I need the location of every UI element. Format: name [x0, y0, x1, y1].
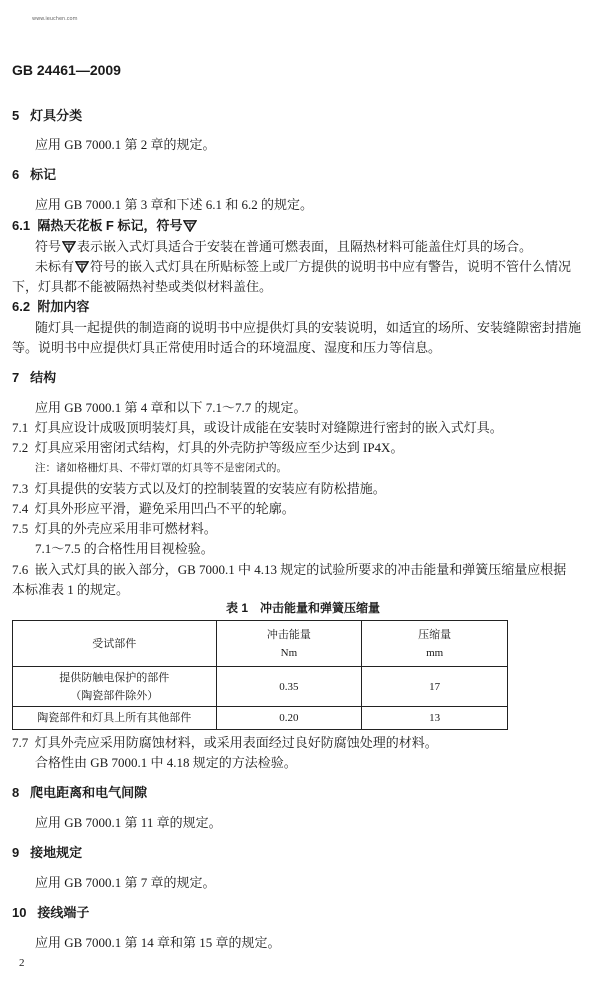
- section-title: 灯具分类: [30, 108, 83, 123]
- clause-7-1: [12, 420, 503, 436]
- clause-7-6: [12, 562, 566, 578]
- clause-7-2: [12, 440, 403, 456]
- section-title: 爬电距离和电气间隙: [30, 785, 148, 800]
- section-title: 接线端子: [37, 905, 90, 920]
- section-title: 附加内容: [37, 299, 90, 314]
- energy-cell: 0.35: [216, 667, 362, 707]
- clause-text: 灯具提供的安装方式以及灯的控制装置的安装应有防松措施。: [34, 481, 386, 496]
- section-5-heading: [12, 108, 82, 124]
- clause-7-2-note: 注：诸如格栅灯具、不带灯罩的灯具等不是密闭式的。: [35, 463, 287, 474]
- thermal-insulation-f-symbol-icon: [183, 219, 197, 232]
- header-cell: 受试部件: [13, 621, 217, 667]
- clause-7-5-check: 7.1～7.5 的合格性用目视检验。: [35, 541, 214, 556]
- table-header-row: [13, 621, 508, 667]
- section-9-body: 应用 GB 7000.1 第 7 章的规定。: [35, 875, 216, 890]
- thermal-insulation-f-symbol-icon: [62, 240, 76, 253]
- section-8-heading: [12, 785, 147, 801]
- section-6-heading: [12, 167, 56, 183]
- impact-energy-table: [12, 620, 508, 730]
- section-title: 接地规定: [30, 845, 83, 860]
- header-label: 压缩量: [418, 628, 452, 641]
- clause-7-4: [12, 501, 295, 517]
- energy-cell: 0.20: [216, 707, 362, 730]
- compression-cell: 17: [362, 667, 508, 707]
- clause-number: 7.6: [12, 562, 29, 577]
- clause-text: 灯具应采用密闭式结构，灯具的外壳防护等级应至少达到 IP4X。: [34, 440, 404, 455]
- table-row: [13, 667, 508, 707]
- clause-7-7-check: 合格性由 GB 7000.1 中 4.18 规定的方法检验。: [35, 755, 297, 770]
- section-number: 5: [12, 108, 20, 123]
- section-6-1-para-2: [35, 259, 571, 275]
- section-6-2-heading: [12, 299, 89, 315]
- clause-number: 7.7: [12, 735, 29, 750]
- clause-number: 7.2: [12, 440, 29, 455]
- clause-number: 7.5: [12, 521, 29, 536]
- compression-cell: 13: [362, 707, 508, 730]
- clause-text: 灯具外形应平滑，避免采用凹凸不平的轮廓。: [34, 501, 295, 516]
- section-8-body: 应用 GB 7000.1 第 11 章的规定。: [35, 815, 222, 830]
- section-9-heading: [12, 845, 82, 861]
- section-number: 7: [12, 370, 20, 385]
- table-row: [13, 707, 508, 730]
- header-unit: mm: [426, 646, 444, 659]
- section-number: 9: [12, 845, 20, 860]
- text: 符号: [35, 239, 62, 254]
- clause-text: 灯具外壳应采用防腐蚀材料，或采用表面经过良好防腐蚀处理的材料。: [34, 735, 438, 750]
- clause-text: 灯具的外壳应采用非可燃材料。: [34, 521, 217, 536]
- header-unit: Nm: [280, 646, 298, 659]
- part-label: 提供防触电保护的部件: [59, 671, 170, 684]
- text: 未标有: [35, 259, 75, 274]
- part-label-note: （陶瓷部件除外）: [70, 689, 159, 702]
- section-6-1-para-2-cont: 下，灯具都不能被隔热衬垫或类似材料盖住。: [12, 279, 273, 294]
- text: 表示嵌入式灯具适合于安装在普通可燃表面，且隔热材料可能盖住灯具的场合。: [77, 239, 533, 254]
- section-6-2-para-cont: 等。说明书中应提供灯具正常使用时适合的环境温度、湿度和压力等信息。: [12, 340, 442, 355]
- clause-7-7: [12, 735, 438, 751]
- part-cell: [13, 667, 217, 707]
- clause-7-5: [12, 521, 217, 537]
- part-cell: 陶瓷部件和灯具上所有其他部件: [13, 707, 217, 730]
- text: 符号的嵌入式灯具在所贴标签上或厂方提供的说明书中应有警告，说明不管什么情况: [90, 259, 572, 274]
- section-title: 结构: [30, 370, 57, 385]
- clause-number: 7.4: [12, 501, 29, 516]
- section-6-body: 应用 GB 7000.1 第 3 章和下述 6.1 和 6.2 的规定。: [35, 197, 314, 212]
- section-6-1-para-1: [35, 239, 532, 255]
- section-number: 8: [12, 785, 20, 800]
- header-label: 冲击能量: [266, 628, 311, 641]
- section-10-heading: [12, 905, 89, 921]
- section-number: 10: [12, 905, 27, 920]
- section-number: 6: [12, 167, 20, 182]
- clause-text: 灯具应设计成吸顶明装灯具，或设计成能在安装时对缝隙进行密封的嵌入式灯具。: [34, 420, 503, 435]
- section-10-body: 应用 GB 7000.1 第 14 章和第 15 章的规定。: [35, 935, 281, 950]
- document-header: GB 24461—2009: [12, 62, 121, 78]
- clause-number: 7.3: [12, 481, 29, 496]
- clause-7-6-cont: 本标准表 1 的规定。: [12, 582, 130, 597]
- section-7-body: 应用 GB 7000.1 第 4 章和以下 7.1～7.7 的规定。: [35, 400, 307, 415]
- section-6-1-heading: [12, 218, 198, 234]
- section-5-body: 应用 GB 7000.1 第 2 章的规定。: [35, 137, 216, 152]
- clause-text: 嵌入式灯具的嵌入部分，GB 7000.1 中 4.13 规定的试验所要求的冲击能量和弹簧压缩量应根据: [34, 562, 567, 577]
- watermark: www.ieuchen.com: [32, 16, 78, 22]
- section-title: 隔热天花板 F 标记，符号: [37, 218, 183, 233]
- clause-7-3: [12, 481, 386, 497]
- section-6-2-para: 随灯具一起提供的制造商的说明书中应提供灯具的安装说明，如适宜的场所、安装缝隙密封措施: [35, 320, 582, 335]
- section-7-heading: [12, 370, 56, 386]
- header-cell: [362, 621, 508, 667]
- page-number: 2: [19, 957, 25, 969]
- table-caption: 表 1 冲击能量和弹簧压缩量: [226, 601, 381, 615]
- header-cell: [216, 621, 362, 667]
- thermal-insulation-f-symbol-icon: [75, 260, 89, 273]
- section-title: 标记: [30, 167, 57, 182]
- clause-number: 7.1: [12, 420, 29, 435]
- section-number: 6.1: [12, 218, 31, 233]
- section-number: 6.2: [12, 299, 31, 314]
